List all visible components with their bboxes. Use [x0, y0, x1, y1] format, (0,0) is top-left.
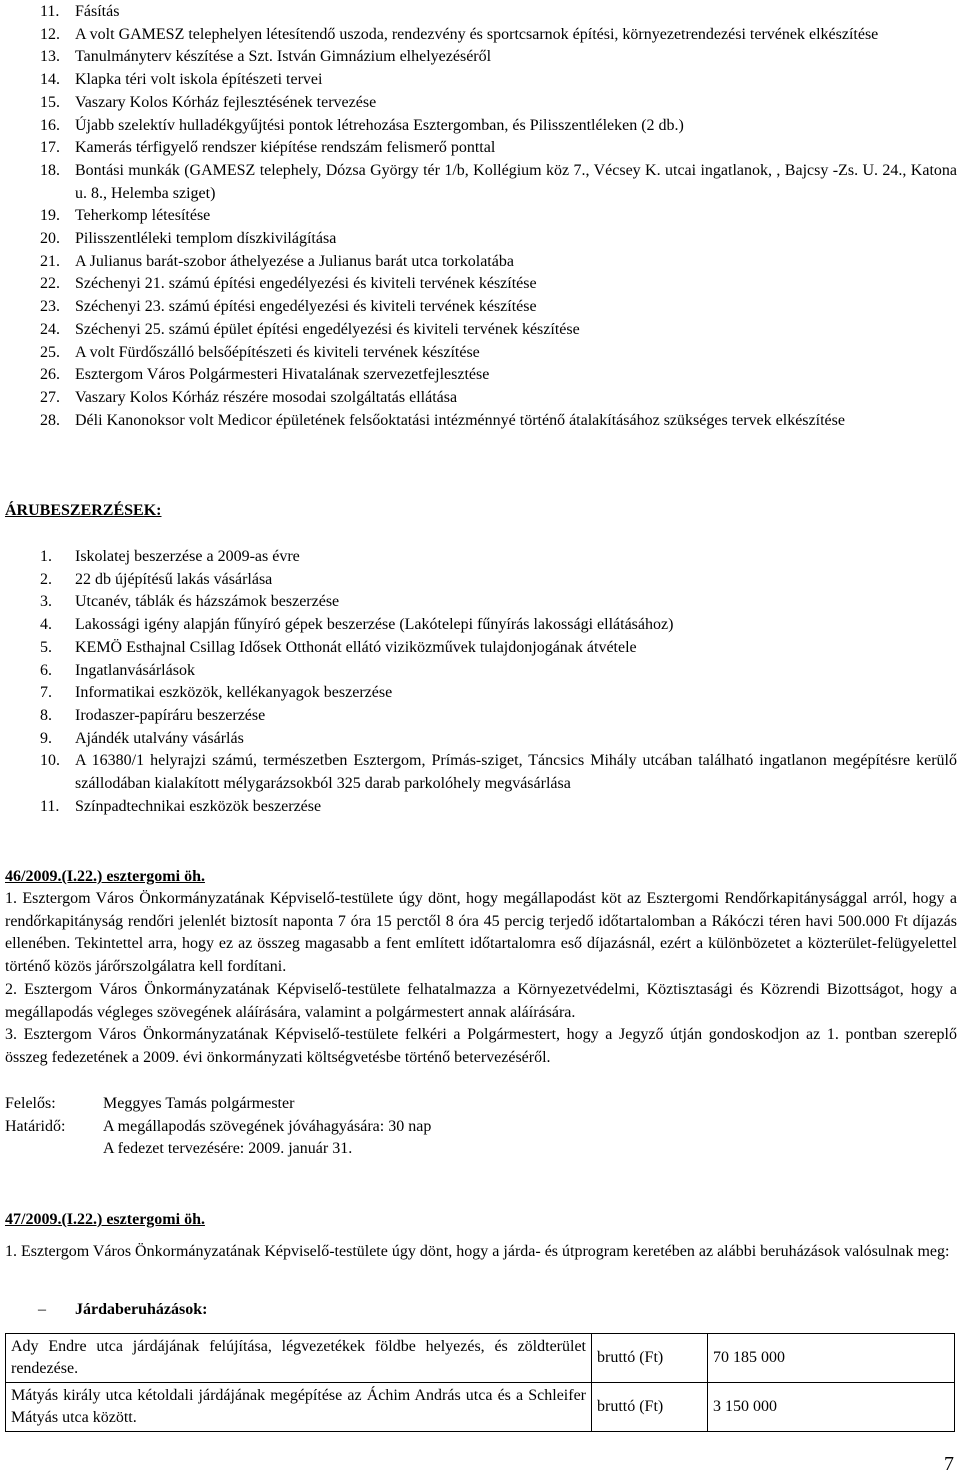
list-item — [0, 750, 960, 795]
item-number: 17. — [40, 139, 60, 157]
list-item — [0, 682, 960, 705]
list-item — [0, 160, 960, 205]
list-item — [0, 410, 960, 433]
item-text: Vaszary Kolos Kórház részére mosodai szolgáltatás ellátása — [75, 388, 458, 406]
item-text: A 16380/1 helyrajzi számú, természetben Esztergom, Prímás-sziget, Táncsics Mihály utcában található ingatlanon megépítésre kerülő szállodában kialakított mélygarázsokból 325 darab parkolóhely megvásárlása — [75, 752, 957, 793]
item-number: 11. — [40, 3, 60, 20]
item-number: 12. — [40, 25, 60, 43]
resolution-46-body — [5, 888, 957, 1070]
item-text: Fásítás — [75, 3, 120, 20]
list-item — [0, 319, 960, 342]
list-item — [0, 342, 960, 365]
table-cell-value: 3 150 000 — [708, 1383, 955, 1432]
item-text: Irodaszer-papíráru beszerzése — [75, 706, 266, 724]
item-number: 13. — [40, 48, 60, 66]
item-text: Teherkomp létesítése — [75, 207, 211, 225]
table-cell-value: 70 185 000 — [708, 1334, 955, 1383]
item-text: Informatikai eszközök, kellékanyagok beszerzése — [75, 684, 393, 702]
list-item — [0, 205, 960, 228]
item-text: Széchenyi 23. számú építési engedélyezési és kiviteli tervének készítése — [75, 298, 537, 316]
item-number: 18. — [40, 161, 60, 179]
item-number: 6. — [40, 661, 52, 679]
item-number: 8. — [40, 706, 52, 724]
felelos-value: Meggyes Tamás polgármester — [103, 1095, 295, 1112]
list-item — [0, 69, 960, 92]
list-item — [0, 24, 960, 47]
item-text: Klapka téri volt iskola építészeti tervei — [75, 71, 323, 89]
item-text: A Julianus barát-szobor áthelyezése a Julianus barát utca torkolatába — [75, 252, 514, 270]
list-item — [0, 728, 960, 751]
list-item — [0, 591, 960, 614]
list-item — [0, 1, 960, 24]
hatarido-value-2: A fedezet tervezésére: 2009. január 31. — [103, 1140, 353, 1158]
item-number: 28. — [40, 411, 60, 429]
list-item — [0, 251, 960, 274]
item-text: Színpadtechnikai eszközök beszerzése — [75, 797, 322, 815]
item-number: 15. — [40, 93, 60, 111]
item-number: 9. — [40, 729, 52, 747]
resolution-46-heading: 46/2009.(I.22.) esztergomi öh. — [5, 868, 205, 885]
item-text: Újabb szelektív hulladékgyűjtési pontok létrehozása Esztergomban, és Pilisszentléleken (2 db.) — [75, 116, 684, 134]
list-item — [0, 387, 960, 410]
resolution-47-heading: 47/2009.(I.22.) esztergomi öh. — [5, 1211, 205, 1228]
item-number: 19. — [40, 207, 60, 225]
item-text: KEMÖ Esthajnal Csillag Idősek Otthonát ellátó viziközművek tulajdonjogának átvétele — [75, 638, 637, 656]
item-text: A volt Fürdőszálló belsőépítészeti és kiviteli tervének készítése — [75, 343, 480, 361]
item-text: A volt GAMESZ telephelyen létesítendő uszoda, rendezvény és sportcsarnok építési, környezetrendezési tervének elkészítése — [75, 25, 879, 43]
list-item — [0, 46, 960, 69]
table-cell-description: Ady Endre utca járdájának felújítása, légvezetékek földbe helyezés, és zöldterület rendezése. — [6, 1334, 592, 1383]
item-text: Tanulmányterv készítése a Szt. István Gimnázium elhelyezéséről — [75, 48, 492, 66]
item-number: 23. — [40, 298, 60, 316]
list-item — [0, 796, 960, 819]
item-number: 3. — [40, 593, 52, 611]
dash-bullet: – — [38, 1301, 46, 1318]
item-number: 1. — [40, 548, 52, 565]
item-number: 16. — [40, 116, 60, 134]
section-heading-arubeszerzes: ÁRUBESZERZÉSEK: — [5, 502, 162, 519]
item-text: Széchenyi 21. számú építési engedélyezési és kiviteli tervének készítése — [75, 275, 537, 293]
list-item — [0, 637, 960, 660]
table-cell-label: bruttó (Ft) — [592, 1383, 708, 1432]
table-row — [6, 1334, 955, 1383]
item-number: 25. — [40, 343, 60, 361]
planning-list — [0, 1, 960, 432]
item-number: 26. — [40, 366, 60, 384]
hatarido-value-1: A megállapodás szövegének jóváhagyására: 30 nap — [103, 1117, 432, 1135]
item-text: Iskolatej beszerzése a 2009-as évre — [75, 548, 300, 565]
item-number: 11. — [40, 797, 60, 815]
list-item — [0, 115, 960, 138]
item-text: Ajándék utalvány vásárlás — [75, 729, 244, 747]
investment-table — [5, 1333, 955, 1432]
item-number: 10. — [40, 752, 60, 770]
list-item — [0, 569, 960, 592]
felelos-label: Felelős: — [5, 1095, 56, 1112]
item-number: 4. — [40, 616, 52, 634]
item-text: Utcanév, táblák és házszámok beszerzése — [75, 593, 340, 611]
item-number: 5. — [40, 638, 52, 656]
resolution-46-paragraph-3: 3. Esztergom Város Önkormányzatának Képviselő-testülete felkéri a Polgármestert, hogy a Jegyző útján gondoskodjon az 1. pontban szereplő összeg fedezetének a 2009. évi önkormányzati költségvetésbe történő betervezéséről. — [5, 1026, 957, 1066]
resolution-46-paragraph-1: 1. Esztergom Város Önkormányzatának Képviselő-testülete úgy dönt, hogy megállapodást köt az Esztergomi Rendőrkapitánysággal arról, hogy a rendőrkapitányság rendőri jelenlét biztosít naponta 7 óra 15 perctől 8 óra 45 percig terjedő időtartalomban a Rákóczi téren havi 500.000 Ft díjazás ellenében. Tekintettel arra, hogy ez az összeg magasabb a fent említett időtartalomra eső díjazásnál, ezért a különbözetet a közterület-felügyelettel történő közös járőrszolgálatra kell fordítani. — [5, 890, 957, 976]
item-text: Ingatlanvásárlások — [75, 661, 195, 679]
list-item — [0, 705, 960, 728]
list-item — [0, 614, 960, 637]
list-item — [0, 546, 960, 569]
item-text: Széchenyi 25. számú épület építési engedélyezési és kiviteli tervének készítése — [75, 320, 580, 338]
item-number: 27. — [40, 388, 60, 406]
item-text: Pilisszentléleki templom díszkivilágítása — [75, 230, 337, 248]
hatarido-label: Határidő: — [5, 1117, 66, 1135]
item-number: 7. — [40, 684, 52, 702]
item-number: 22. — [40, 275, 60, 293]
item-text: Déli Kanonoksor volt Medicor épületének felsőoktatási intézménnyé történő átalakításához szükséges tervek elkészítése — [75, 411, 845, 429]
jardaberuhazasok-heading: Járdaberuházások: — [75, 1301, 208, 1318]
jardaberuhazasok-item — [38, 1299, 207, 1321]
responsibility-block — [5, 1093, 431, 1161]
table-cell-description: Mátyás király utca kétoldali járdájának megépítése az Áchim András utca és a Schleifer Mátyás utca között. — [6, 1383, 592, 1432]
page-number: 7 — [944, 1453, 954, 1475]
item-number: 14. — [40, 71, 60, 89]
list-item — [0, 92, 960, 115]
procurement-list — [0, 546, 960, 818]
item-number: 24. — [40, 320, 60, 338]
item-text: Kamerás térfigyelő rendszer kiépítése rendszám felismerő ponttal — [75, 139, 496, 157]
resolution-46-paragraph-2: 2. Esztergom Város Önkormányzatának Képviselő-testülete felhatalmazza a Környezetvédelmi, Köztisztasági és Közrendi Bizottságot, hogy a megállapodás végleges szövegének aláírására, valamint a polgármestert annak aláírására. — [5, 980, 957, 1021]
item-text: Lakossági igény alapján fűnyíró gépek beszerzése (Lakótelepi fűnyírás lakossági ellátásához) — [75, 616, 674, 634]
list-item — [0, 137, 960, 160]
table-row — [6, 1383, 955, 1432]
list-item — [0, 273, 960, 296]
item-number: 20. — [40, 230, 60, 248]
list-item — [0, 364, 960, 387]
item-number: 21. — [40, 252, 60, 270]
resolution-47-paragraph: 1. Esztergom Város Önkormányzatának Képviselő-testülete úgy dönt, hogy a járda- és útprogram keretében az alábbi beruházások valósulnak meg: — [5, 1243, 950, 1260]
list-item — [0, 296, 960, 319]
table-cell-label: bruttó (Ft) — [592, 1334, 708, 1383]
item-text: Vaszary Kolos Kórház fejlesztésének tervezése — [75, 93, 377, 111]
item-text: Bontási munkák (GAMESZ telephely, Dózsa György tér 1/b, Kollégium köz 7., Vécsey K. utcai ingatlanok, , Bajcsy -Zs. U. 24., Katona u. 8., Helemba sziget) — [75, 161, 957, 202]
item-text: Esztergom Város Polgármesteri Hivatalának szervezetfejlesztése — [75, 366, 490, 384]
list-item — [0, 660, 960, 683]
item-number: 2. — [40, 570, 52, 588]
list-item — [0, 228, 960, 251]
item-text: 22 db újépítésű lakás vásárlása — [75, 570, 273, 588]
